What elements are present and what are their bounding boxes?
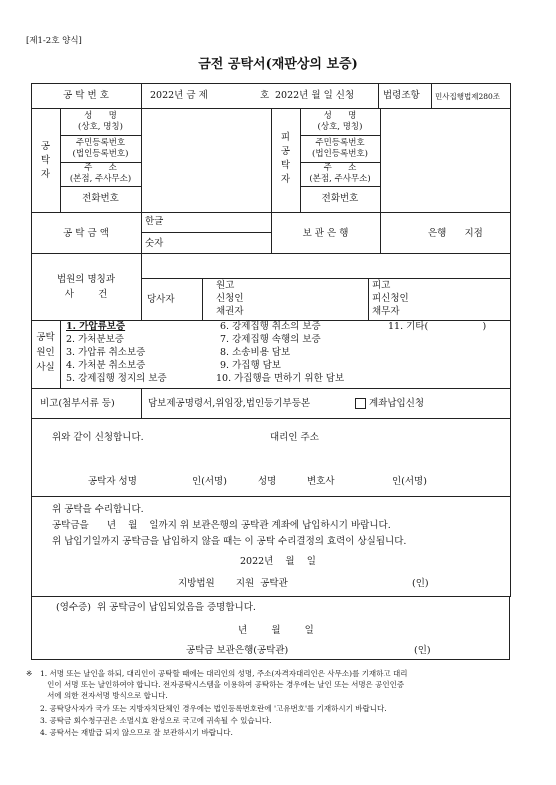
receipt-date: 년 월 일 bbox=[238, 625, 314, 636]
application-statement: 위와 같이 신청합니다. bbox=[52, 432, 144, 443]
account-deposit-label: 계좌납입신청 bbox=[369, 398, 425, 409]
amount-hangul-label: 한글 bbox=[145, 216, 164, 227]
depositee-id-label: 주민등록번호 (법인등록번호) bbox=[312, 138, 368, 159]
amount-label: 공 탁 금 액 bbox=[63, 228, 109, 239]
cause-item-8: 8. 소송비용 담보 bbox=[220, 347, 291, 358]
case-number-suffix: 호 bbox=[260, 90, 270, 101]
amount-number-label: 숫자 bbox=[145, 238, 164, 249]
cause-item-11: 11. 기타( ) bbox=[388, 321, 487, 332]
party-label: 당사자 bbox=[147, 294, 175, 305]
cause-item-7: 7. 강제집행 속행의 보증 bbox=[220, 334, 321, 345]
case-year: 2022년 금 제 bbox=[150, 90, 208, 101]
acceptance-seal: (인) bbox=[412, 578, 429, 589]
depositor-name-sign-label: 공탁자 성명 bbox=[88, 476, 137, 487]
law-label: 법령조항 bbox=[383, 90, 420, 101]
application-date: 2022년 월 일 신청 bbox=[275, 90, 355, 101]
cause-item-6: 6. 강제집행 취소의 보증 bbox=[220, 321, 321, 332]
depositor-id-label: 주민등록번호 (법인등록번호) bbox=[72, 138, 129, 159]
note-3: 3. 공탁금 회수청구권은 소멸시효 완성으로 국고에 귀속될 수 있습니다. bbox=[40, 716, 272, 725]
attachments-label: 비고(첨부서류 등) bbox=[40, 398, 115, 409]
depositor-name-label: 성 명 (상호, 명칭) bbox=[78, 111, 123, 132]
page-title: 금전 공탁서(재판상의 보증) bbox=[198, 57, 358, 72]
agent-name-label: 성명 bbox=[258, 476, 277, 487]
note-1b: 인이 서명 또는 날인하여야 합니다. 전자공탁시스템을 이용하여 공탁하는 경우에는 날인 또는 서명은 공인인증 bbox=[40, 680, 405, 689]
depositee-name-label: 성 명 (상호, 명칭) bbox=[317, 111, 363, 132]
depositee-side-label: 피 공 탁 자 bbox=[280, 132, 291, 185]
note-2: 2. 공탁당사자가 국가 또는 지방자치단체인 경우에는 법인등록번호란에 '고유번호'를 기재하시기 바랍니다. bbox=[40, 704, 387, 713]
cause-item-2: 2. 가처분보증 bbox=[66, 334, 124, 345]
cause-item-5: 5. 강제집행 정지의 보증 bbox=[66, 373, 167, 384]
acceptance-line-3: 위 납입기일까지 공탁금을 납입하지 않을 때는 이 공탁 수리결정의 효력이 상실됩니다. bbox=[52, 536, 407, 547]
cause-item-9: 9. 가집행 담보 bbox=[220, 360, 281, 371]
acceptance-date: 2022년 월 일 bbox=[240, 556, 316, 567]
depositor-seal: 인(서명) bbox=[192, 476, 227, 487]
depositor-side-label: 공 탁 자 bbox=[40, 141, 51, 180]
cause-item-10: 10. 가집행을 면하기 위한 담보 bbox=[216, 373, 345, 384]
account-deposit-checkbox[interactable] bbox=[355, 398, 366, 409]
agent-address-label: 대리인 주소 bbox=[270, 432, 319, 443]
depositor-address-label: 주 소 (본점, 주사무소) bbox=[69, 163, 132, 184]
depositee-phone-label: 전화번호 bbox=[321, 193, 359, 204]
depositee-address-label: 주 소 (본점, 주사무소) bbox=[309, 163, 371, 184]
form-code: [제1-2호 양식] bbox=[26, 36, 82, 46]
court-label: 법원의 명칭과 사 건 bbox=[56, 274, 116, 300]
note-1c: 서에 의한 전자서명 방식으로 합니다. bbox=[40, 691, 168, 700]
receipt-seal: (인) bbox=[414, 645, 431, 656]
note-1a: 1. 서명 또는 날인을 하되, 대리인이 공탁할 때에는 대리인의 성명, 주소(자격자대리인은 사무소)를 기재하고 대리 bbox=[40, 669, 408, 678]
lawyer-label: 변호사 bbox=[307, 476, 335, 487]
acceptance-line-2: 공탁금을 년 월 일까지 위 보관은행의 공탁관 계좌에 납입하시기 바랍니다. bbox=[52, 520, 391, 531]
depositor-phone-label: 전화번호 bbox=[82, 193, 119, 204]
cause-item-4: 4. 가처분 취소보증 bbox=[66, 360, 146, 371]
agent-seal: 인(서명) bbox=[392, 476, 427, 487]
acceptance-office: 지방법원 지원 공탁관 bbox=[178, 578, 288, 589]
notes-mark: ※ bbox=[26, 669, 33, 678]
law-value: 민사집행법제280조 bbox=[435, 92, 501, 101]
bank-label: 보 관 은 행 bbox=[302, 228, 349, 239]
defendant-label: 피고 피신청인 채무자 bbox=[372, 280, 409, 317]
cause-label: 공탁 원인 사실 bbox=[36, 332, 55, 373]
plaintiff-label: 원고 신청인 채권자 bbox=[216, 280, 244, 317]
cause-item-1: 1. 가압류보증 bbox=[66, 321, 126, 332]
cause-item-3: 3. 가압류 취소보증 bbox=[66, 347, 146, 358]
receipt-bank: 공탁금 보관은행(공탁관) bbox=[186, 645, 289, 656]
receipt-line-1: (영수증) 위 공탁금이 납입되었음을 증명합니다. bbox=[56, 602, 256, 613]
attachments-value: 담보제공명령서,위임장,법인등기부등본 bbox=[148, 398, 311, 409]
note-4: 4. 공탁서는 재발급 되지 않으므로 잘 보관하시기 바랍니다. bbox=[40, 728, 233, 737]
acceptance-line-1: 위 공탁을 수리합니다. bbox=[52, 504, 144, 515]
deposit-number-label: 공 탁 번 호 bbox=[63, 90, 109, 101]
bank-value: 은행 지점 bbox=[428, 228, 483, 239]
